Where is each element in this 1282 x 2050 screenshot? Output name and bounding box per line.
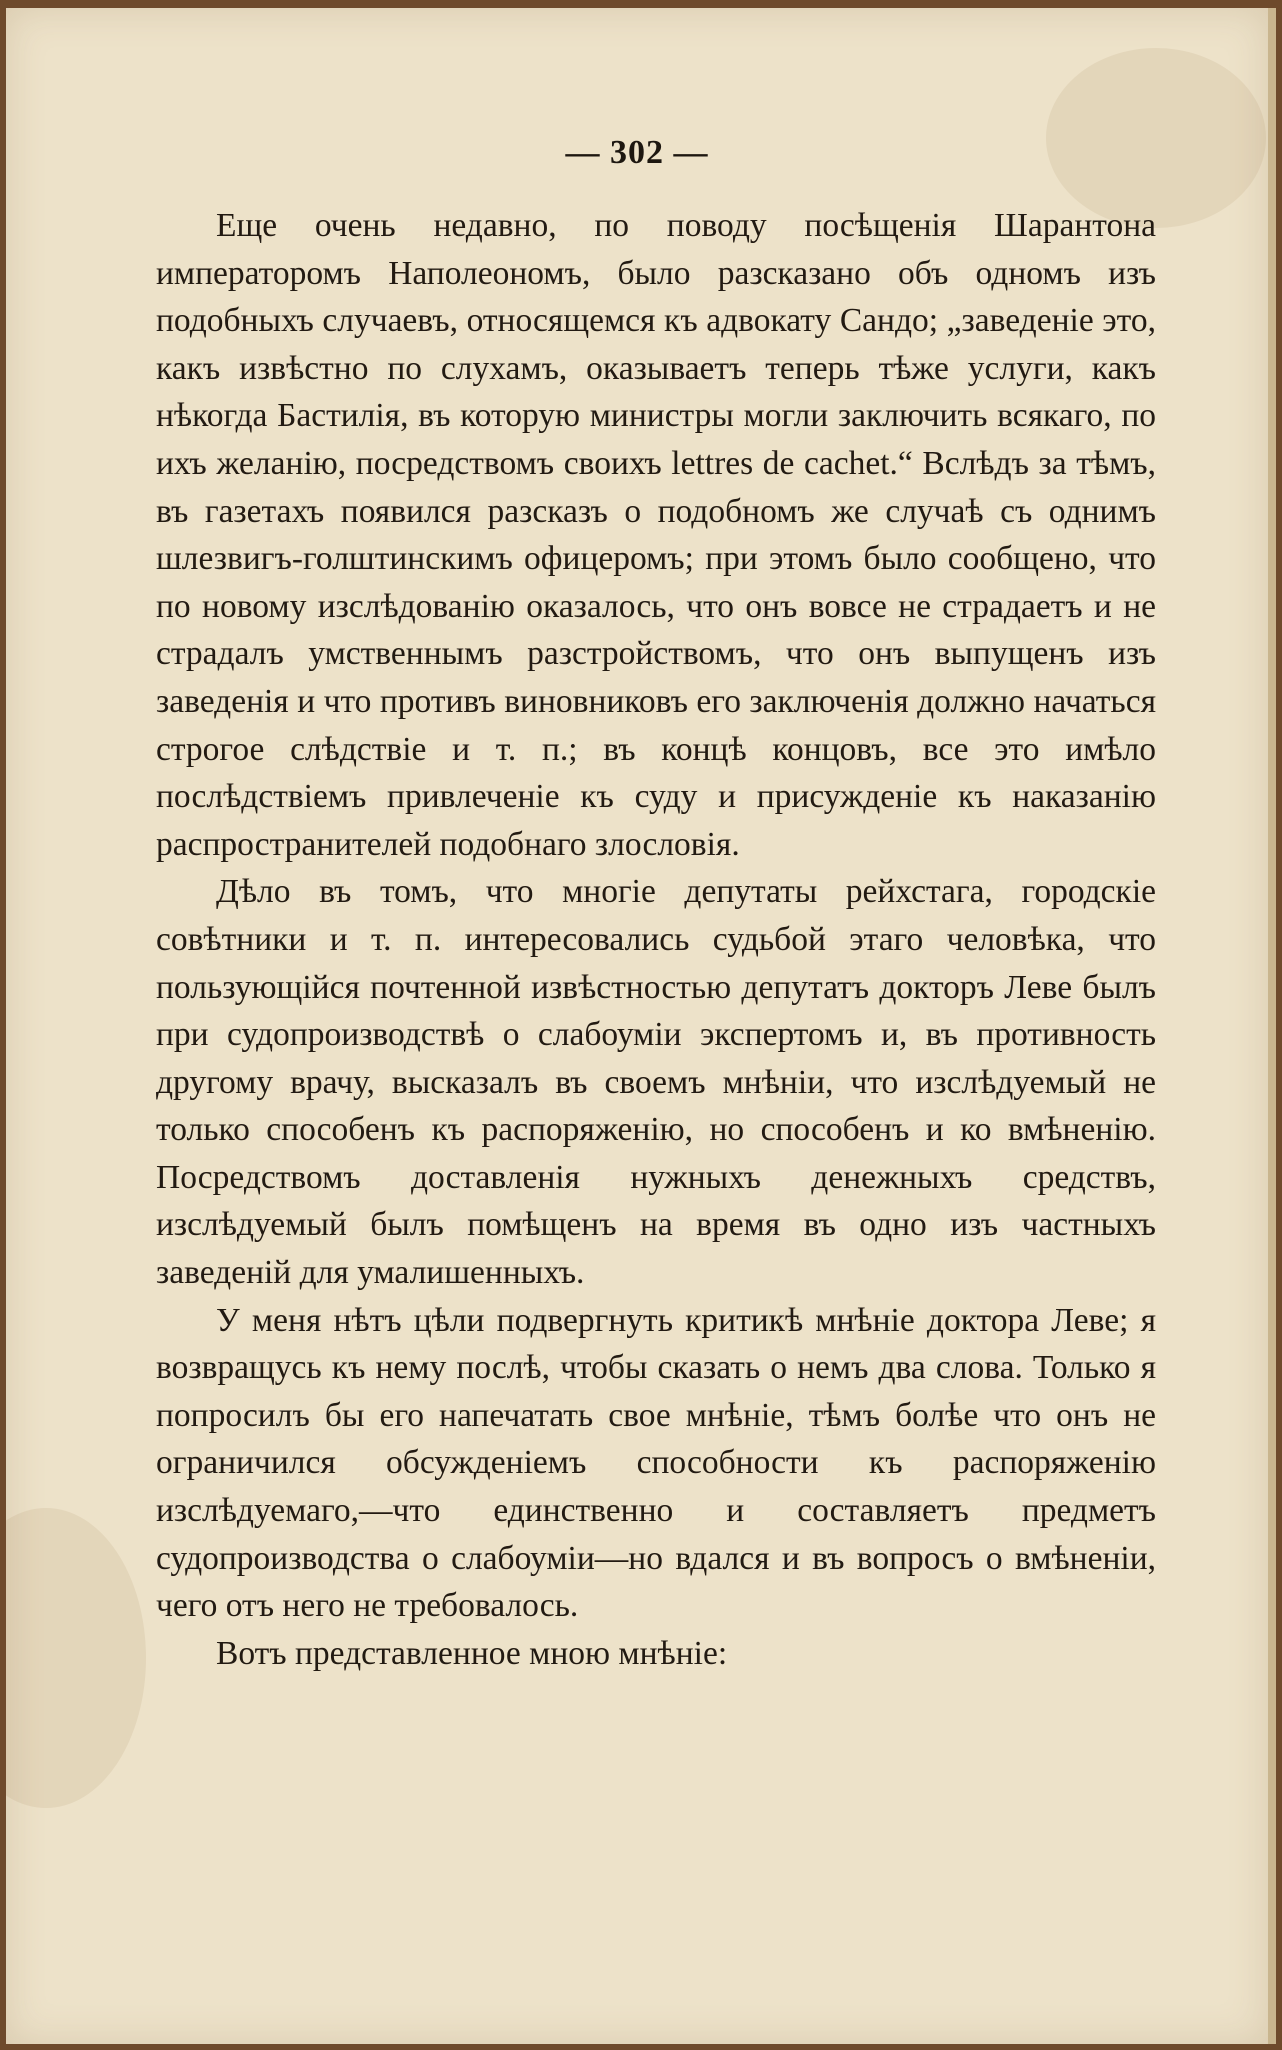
paragraph: Вотъ представленное мною мнѣніе:	[216, 1634, 728, 1672]
paragraph: Дѣло въ томъ, что многіе депутаты рейхстага, городскіе совѣтники и т. п. интересовались судьбой этаго человѣка, что пользующійся почтенной извѣстностью депутатъ докторъ Леве былъ при судопроизводствѣ о слабоуміи экспертомъ и, въ противность другому врачу, высказалъ въ своемъ мнѣніи, что изслѣдуемый не только способенъ къ распоряженію, но способенъ и ко вмѣненію. Посредствомъ доставленія нужныхъ денежныхъ средствъ, изслѣдуемый былъ помѣщенъ на время въ одно изъ частныхъ заведеній для умалишенныхъ.	[156, 873, 1156, 1292]
paper-stain	[6, 1508, 146, 1808]
paragraph: Еще очень недавно, по поводу посѣщенія Шарантона императоромъ Наполеономъ, было разсказано объ одномъ изъ подобныхъ случаевъ, относящемся къ адвокату Сандо; „заведеніе это, какъ извѣстно по слухамъ, оказываетъ теперь тѣже услуги, какъ нѣкогда Бастилія, въ которую министры могли заключить всякаго, по ихъ желанію, посредствомъ своихъ lettres de cachet.“ Вслѣдъ за тѣмъ, въ газетахъ появился разсказъ о подобномъ же случаѣ съ однимъ шлезвигъ-голштинскимъ офицеромъ; при этомъ было сообщено, что по новому изслѣдованію оказалось, что онъ вовсе не страдаетъ и не страдалъ умственнымъ разстройствомъ, что онъ выпущенъ изъ заведенія и что противъ виновниковъ его заключенія должно начаться строгое слѣдствіе и т. п.; въ концѣ концовъ, все это имѣло послѣдствіемъ привлеченіе къ суду и присужденіе къ наказанію распространителей подобнаго злословія.	[156, 207, 1156, 863]
body-text	[156, 202, 1156, 1677]
book-page	[6, 8, 1276, 2044]
page-number: — 302 —	[565, 134, 709, 171]
paragraph: У меня нѣтъ цѣли подвергнуть критикѣ мнѣніе доктора Леве; я возвращусь къ нему послѣ, чтобы сказать о немъ два слова. Только я попросилъ бы его напечатать свое мнѣніе, тѣмъ болѣе что онъ не ограничился обсужденіемъ способности къ распоряженію изслѣдуемаго,—что единственно и составляетъ предметъ судопроизводства о слабоуміи—но вдался и въ вопросъ о вмѣненіи, чего отъ него не требовалось.	[156, 1301, 1156, 1625]
